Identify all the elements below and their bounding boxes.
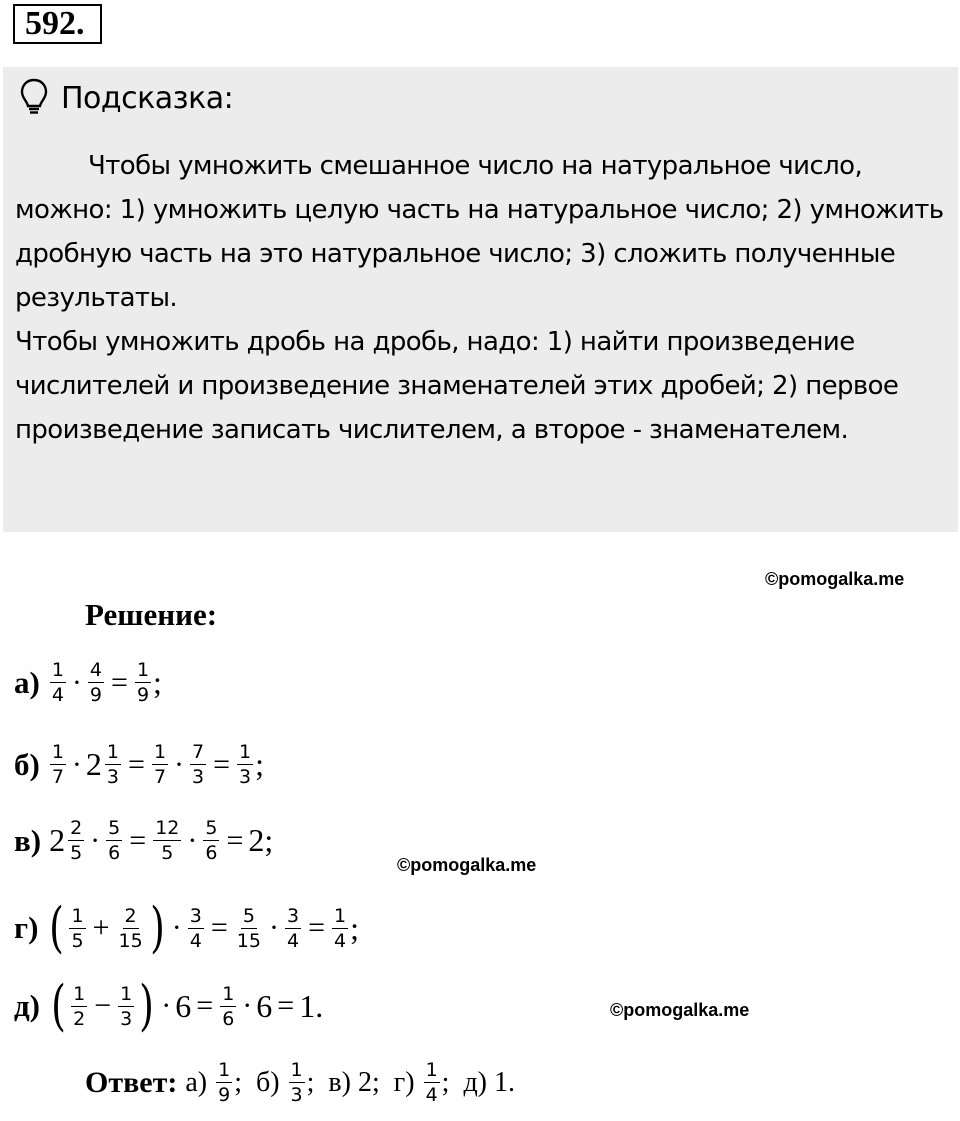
denominator: 15 bbox=[118, 929, 143, 952]
watermark: ©pomogalka.me bbox=[610, 1000, 750, 1020]
answer-letter: а) bbox=[185, 1066, 215, 1098]
numerator: 1 bbox=[153, 741, 167, 763]
fraction bbox=[68, 818, 84, 863]
denominator: 6 bbox=[205, 842, 218, 864]
expression-text: 2; bbox=[248, 822, 274, 858]
hint-paragraph-1: Чтобы умножить смешанное число на натуральное число, можно: 1) умножить целую часть на натуральное число; 2) умножить дробную часть на это натуральное число; 3) сложить полученные результаты. bbox=[15, 151, 944, 313]
fraction bbox=[118, 984, 134, 1029]
denominator: 4 bbox=[51, 684, 64, 706]
answer-letter: г) bbox=[393, 1066, 422, 1098]
operator: = bbox=[210, 911, 228, 944]
answer-row bbox=[85, 1060, 529, 1105]
operator: = bbox=[128, 747, 145, 781]
task-row bbox=[14, 898, 359, 958]
task-letter: а) bbox=[14, 664, 40, 700]
parenthesis: ( bbox=[49, 896, 65, 959]
numerator: 5 bbox=[205, 817, 218, 839]
numerator: 1 bbox=[239, 741, 252, 763]
operator: = bbox=[226, 823, 244, 857]
numerator: 12 bbox=[155, 817, 180, 839]
numerator: 1 bbox=[218, 1059, 231, 1081]
denominator: 7 bbox=[51, 766, 64, 788]
expression-text: ; bbox=[234, 1066, 242, 1098]
numerator: 1 bbox=[222, 982, 235, 1005]
numerator: 1 bbox=[106, 741, 120, 763]
fraction bbox=[188, 906, 204, 951]
fraction bbox=[220, 984, 236, 1029]
operator: · bbox=[90, 823, 101, 857]
numerator: 3 bbox=[189, 904, 202, 927]
numerator: 1 bbox=[290, 1059, 303, 1081]
hint-box bbox=[3, 67, 958, 532]
operator: · bbox=[268, 911, 279, 944]
denominator: 15 bbox=[236, 929, 261, 952]
denominator: 6 bbox=[222, 1007, 235, 1030]
fraction bbox=[50, 742, 66, 787]
operator: · bbox=[71, 665, 82, 699]
numerator: 5 bbox=[108, 817, 121, 839]
lightbulb-icon bbox=[19, 77, 49, 121]
solution-heading: Решение: bbox=[85, 597, 218, 632]
denominator: 4 bbox=[286, 929, 300, 952]
fraction bbox=[289, 1060, 305, 1105]
numerator: 1 bbox=[136, 659, 150, 681]
hint-text bbox=[15, 144, 945, 452]
operator: = bbox=[277, 989, 295, 1022]
numerator: 2 bbox=[124, 904, 137, 927]
denominator: 3 bbox=[192, 766, 205, 788]
numerator: 1 bbox=[71, 904, 84, 927]
operator: + bbox=[92, 911, 110, 944]
operator: · bbox=[174, 747, 185, 781]
denominator: 3 bbox=[290, 1084, 303, 1106]
operator: = bbox=[213, 747, 231, 781]
denominator: 2 bbox=[73, 1007, 86, 1030]
denominator: 3 bbox=[106, 766, 120, 788]
operator: · bbox=[161, 989, 172, 1022]
whole-part: 2 bbox=[85, 746, 102, 782]
fraction bbox=[235, 906, 263, 951]
expression-text: 6 bbox=[256, 987, 273, 1024]
parenthesis: ) bbox=[139, 974, 155, 1037]
answer-item bbox=[394, 1060, 450, 1105]
hint-title: Подсказка: bbox=[61, 81, 234, 116]
expression-text: 1. bbox=[299, 987, 324, 1024]
numerator: 1 bbox=[51, 659, 64, 681]
numerator: 1 bbox=[51, 741, 64, 763]
parenthesis: ) bbox=[149, 896, 165, 959]
fraction bbox=[71, 984, 87, 1029]
numerator: 2 bbox=[70, 817, 83, 839]
fraction bbox=[285, 906, 301, 951]
fraction bbox=[190, 742, 206, 787]
task-letter: д) bbox=[14, 988, 41, 1023]
answer-letter: в) bbox=[328, 1066, 358, 1098]
fraction bbox=[216, 1060, 232, 1105]
task-row bbox=[14, 660, 162, 705]
task-row bbox=[14, 976, 323, 1036]
answer-item bbox=[185, 1060, 242, 1105]
denominator: 4 bbox=[333, 929, 347, 952]
operator: · bbox=[242, 989, 253, 1022]
fraction bbox=[152, 742, 168, 787]
numerator: 7 bbox=[192, 741, 205, 763]
numerator: 1 bbox=[333, 904, 347, 927]
denominator: 3 bbox=[239, 766, 252, 788]
numerator: 3 bbox=[286, 904, 300, 927]
expression-text: ; bbox=[255, 746, 265, 782]
denominator: 5 bbox=[161, 842, 174, 864]
operator: − bbox=[94, 989, 112, 1022]
answer-item bbox=[463, 1067, 515, 1099]
numerator: 1 bbox=[425, 1059, 438, 1081]
answer-items bbox=[185, 1060, 529, 1105]
numerator: 5 bbox=[242, 904, 255, 927]
answer-letter: д) bbox=[463, 1066, 495, 1098]
answer-letter: б) bbox=[255, 1066, 287, 1098]
task-row bbox=[14, 742, 264, 787]
expression-text: ; bbox=[306, 1066, 315, 1098]
operator: · bbox=[171, 911, 182, 944]
expression-text: 6 bbox=[175, 987, 192, 1024]
task-letter: г) bbox=[14, 910, 39, 945]
denominator: 4 bbox=[189, 929, 202, 952]
denominator: 9 bbox=[218, 1084, 231, 1106]
operator: = bbox=[129, 823, 147, 857]
denominator: 5 bbox=[71, 929, 84, 952]
denominator: 9 bbox=[89, 684, 103, 706]
numerator: 4 bbox=[89, 659, 103, 681]
fraction bbox=[424, 1060, 440, 1105]
fraction bbox=[117, 906, 145, 951]
hint-header bbox=[19, 77, 233, 121]
expression-text: 1. bbox=[494, 1066, 516, 1098]
denominator: 3 bbox=[120, 1007, 133, 1030]
operator: = bbox=[196, 989, 214, 1022]
operator: = bbox=[308, 911, 325, 944]
answer-label: Ответ: bbox=[85, 1065, 178, 1099]
fraction bbox=[106, 818, 122, 863]
numerator: 1 bbox=[73, 982, 86, 1005]
operator: · bbox=[71, 747, 82, 781]
task-letter: б) bbox=[14, 746, 40, 782]
problem-number: 592. bbox=[13, 4, 102, 44]
whole-part: 2 bbox=[49, 822, 66, 858]
denominator: 9 bbox=[136, 684, 150, 706]
hint-paragraph-2: Чтобы умножить дробь на дробь, надо: 1) найти произведение числителей и произведение знаменателей этих дробей; 2) первое произведение записать числителем, а второе - знаменателем. bbox=[15, 327, 899, 445]
fraction bbox=[203, 818, 219, 863]
fraction bbox=[332, 906, 348, 951]
denominator: 4 bbox=[425, 1084, 438, 1106]
fraction bbox=[69, 906, 85, 951]
answer-item bbox=[256, 1060, 314, 1105]
fraction bbox=[135, 660, 151, 705]
denominator: 5 bbox=[70, 842, 83, 864]
denominator: 7 bbox=[153, 766, 167, 788]
fraction bbox=[237, 742, 253, 787]
expression-text: ; bbox=[153, 664, 162, 700]
fraction bbox=[88, 660, 104, 705]
watermark: ©pomogalka.me bbox=[397, 855, 537, 875]
fraction bbox=[50, 660, 66, 705]
expression-text: ; bbox=[350, 909, 359, 946]
fraction bbox=[105, 742, 121, 787]
operator: = bbox=[111, 665, 128, 699]
operator: · bbox=[187, 823, 198, 857]
answer-item bbox=[328, 1067, 379, 1099]
expression-text: 2; bbox=[357, 1066, 380, 1098]
task-row bbox=[14, 818, 273, 863]
denominator: 6 bbox=[108, 842, 121, 864]
fraction bbox=[153, 818, 181, 863]
expression-text: ; bbox=[441, 1066, 450, 1098]
numerator: 1 bbox=[120, 982, 133, 1005]
task-letter: в) bbox=[14, 822, 42, 858]
parenthesis: ( bbox=[51, 974, 66, 1037]
watermark: ©pomogalka.me bbox=[765, 569, 905, 589]
